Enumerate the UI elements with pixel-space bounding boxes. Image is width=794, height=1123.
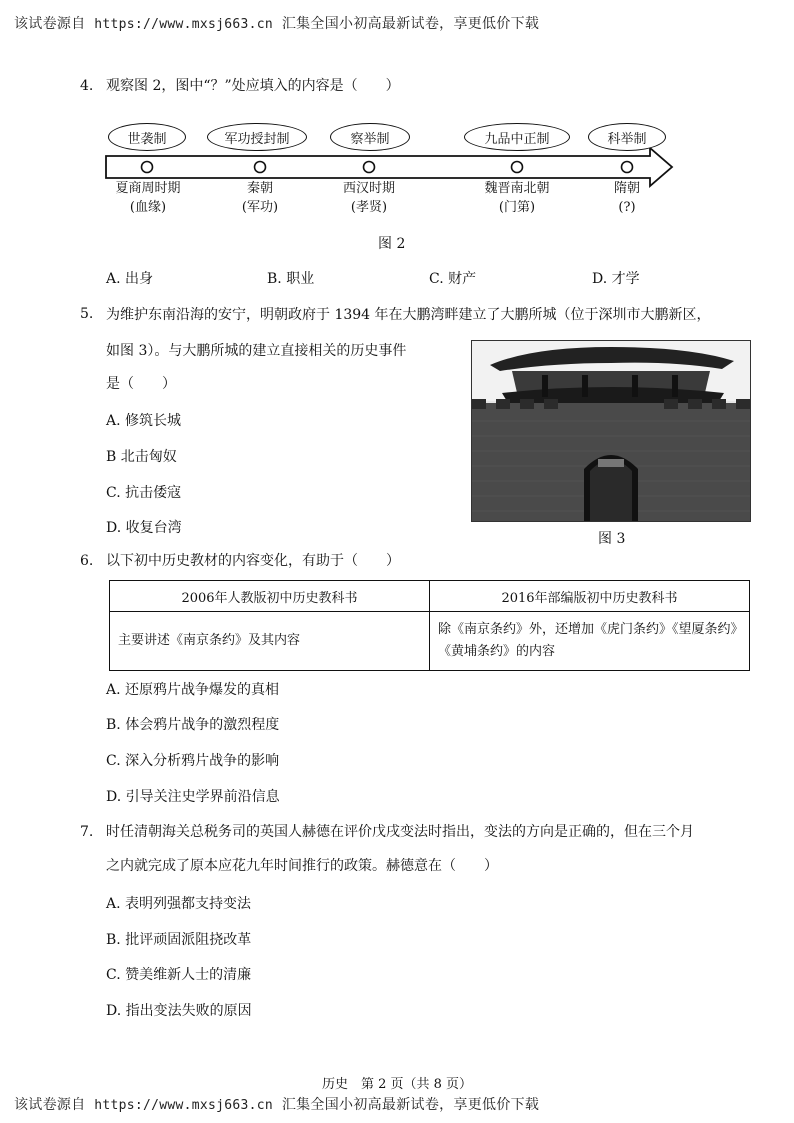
table-header: 2006年人教版初中历史教科书 bbox=[110, 581, 430, 612]
table-header: 2016年部编版初中历史教科书 bbox=[430, 581, 750, 612]
textbook-comparison-table bbox=[109, 580, 750, 671]
q4-option-a[interactable]: A. 出身 bbox=[106, 271, 154, 287]
period-basis: (?) bbox=[618, 200, 636, 215]
timeline-system-oval: 科举制 bbox=[588, 123, 666, 151]
q6-number: 6. bbox=[80, 553, 94, 569]
timeline-period bbox=[115, 179, 180, 217]
q7-option-c[interactable]: C. 赞美维新人士的清廉 bbox=[106, 967, 252, 983]
timeline-system-oval: 察举制 bbox=[330, 123, 410, 151]
q4-stem: 观察图 2，图中“？”处应填入的内容是（ ） bbox=[106, 78, 400, 94]
period-name: 隋朝 bbox=[613, 181, 641, 196]
q4-option-d[interactable]: D. 才学 bbox=[592, 271, 640, 287]
watermark-url[interactable]: https://www.mxsj663.cn bbox=[94, 17, 274, 32]
table-header-row bbox=[110, 581, 750, 612]
q6-option-c[interactable]: C. 深入分析鸦片战争的影响 bbox=[106, 753, 280, 769]
timeline-period bbox=[343, 179, 395, 217]
timeline-node bbox=[622, 162, 633, 173]
q5-stem-line1: 为维护东南沿海的安宁，明朝政府于 1394 年在大鹏湾畔建立了大鹏所城（位于深圳市大鹏新区， bbox=[106, 307, 711, 323]
watermark-bottom bbox=[14, 1094, 539, 1114]
timeline-system-oval: 九品中正制 bbox=[464, 123, 570, 151]
figure-3-caption: 图 3 bbox=[598, 531, 626, 547]
q4-option-b[interactable]: B. 职业 bbox=[267, 271, 315, 287]
watermark-suffix: 汇集全国小初高最新试卷，享更低价下载 bbox=[281, 1097, 540, 1113]
q4-option-c[interactable]: C. 财产 bbox=[429, 271, 477, 287]
period-name: 西汉时期 bbox=[342, 181, 396, 196]
timeline-node bbox=[364, 162, 375, 173]
q6-option-d[interactable]: D. 引导关注史学界前沿信息 bbox=[106, 789, 280, 805]
q7-stem-line1: 时任清朝海关总税务司的英国人赫德在评价戊戌变法时指出，变法的方向是正确的，但在三个月 bbox=[106, 824, 694, 840]
timeline-system-oval: 世袭制 bbox=[108, 123, 186, 151]
fortress-image bbox=[472, 341, 750, 521]
figure-2-caption: 图 2 bbox=[378, 236, 406, 252]
timeline-node bbox=[142, 162, 153, 173]
q5-stem-line2: 如图 3）。与大鹏所城的建立直接相关的历史事件 bbox=[106, 343, 407, 359]
timeline-node bbox=[512, 162, 523, 173]
period-basis: (孝贤) bbox=[350, 200, 388, 215]
q5-option-b[interactable]: B 北击匈奴 bbox=[106, 449, 177, 465]
q6-stem: 以下初中历史教材的内容变化，有助于（ ） bbox=[106, 553, 400, 569]
period-basis: (军功) bbox=[241, 200, 279, 215]
q6-option-b[interactable]: B. 体会鸦片战争的激烈程度 bbox=[106, 717, 280, 733]
timeline-system-oval: 军功授封制 bbox=[207, 123, 307, 151]
timeline-period bbox=[484, 179, 549, 217]
table-cell: 主要讲述《南京条约》及其内容 bbox=[110, 612, 430, 671]
q5-option-a[interactable]: A. 修筑长城 bbox=[106, 413, 182, 429]
table-cell: 除《南京条约》外，还增加《虎门条约》《望厦条约》《黄埔条约》的内容 bbox=[430, 612, 750, 671]
watermark-prefix: 该试卷源自 bbox=[14, 16, 86, 32]
timeline-period bbox=[614, 179, 640, 217]
timeline-period bbox=[242, 179, 278, 217]
q4-number: 4. bbox=[80, 78, 94, 94]
watermark-suffix: 汇集全国小初高最新试卷，享更低价下载 bbox=[281, 16, 540, 32]
page-footer: 历史 第 2 页（共 8 页） bbox=[321, 1077, 473, 1092]
period-name: 秦朝 bbox=[246, 181, 273, 196]
watermark-url[interactable]: https://www.mxsj663.cn bbox=[94, 1098, 274, 1113]
period-basis: (门第) bbox=[498, 200, 536, 215]
watermark-prefix: 该试卷源自 bbox=[14, 1097, 86, 1113]
q5-number: 5. bbox=[80, 306, 94, 322]
q7-option-d[interactable]: D. 指出变法失败的原因 bbox=[106, 1003, 252, 1019]
q7-option-b[interactable]: B. 批评顽固派阻挠改革 bbox=[106, 932, 252, 948]
period-name: 魏晋南北朝 bbox=[484, 181, 550, 196]
timeline-node bbox=[255, 162, 266, 173]
q7-number: 7. bbox=[80, 824, 94, 840]
q6-option-a[interactable]: A. 还原鸦片战争爆发的真相 bbox=[106, 682, 280, 698]
dapeng-fortress-photo bbox=[471, 340, 751, 522]
q5-option-c[interactable]: C. 抗击倭寇 bbox=[106, 485, 182, 501]
q7-stem-line2: 之内就完成了原本应花九年时间推行的政策。赫德意在（ ） bbox=[106, 858, 498, 874]
table-row bbox=[110, 612, 750, 671]
q7-option-a[interactable]: A. 表明列强都支持变法 bbox=[106, 896, 252, 912]
q5-stem-line3: 是（ ） bbox=[106, 376, 176, 392]
q5-option-d[interactable]: D. 收复台湾 bbox=[106, 520, 182, 536]
period-basis: (血缘) bbox=[129, 200, 167, 215]
watermark-top bbox=[14, 13, 539, 33]
period-name: 夏商周时期 bbox=[115, 181, 181, 196]
